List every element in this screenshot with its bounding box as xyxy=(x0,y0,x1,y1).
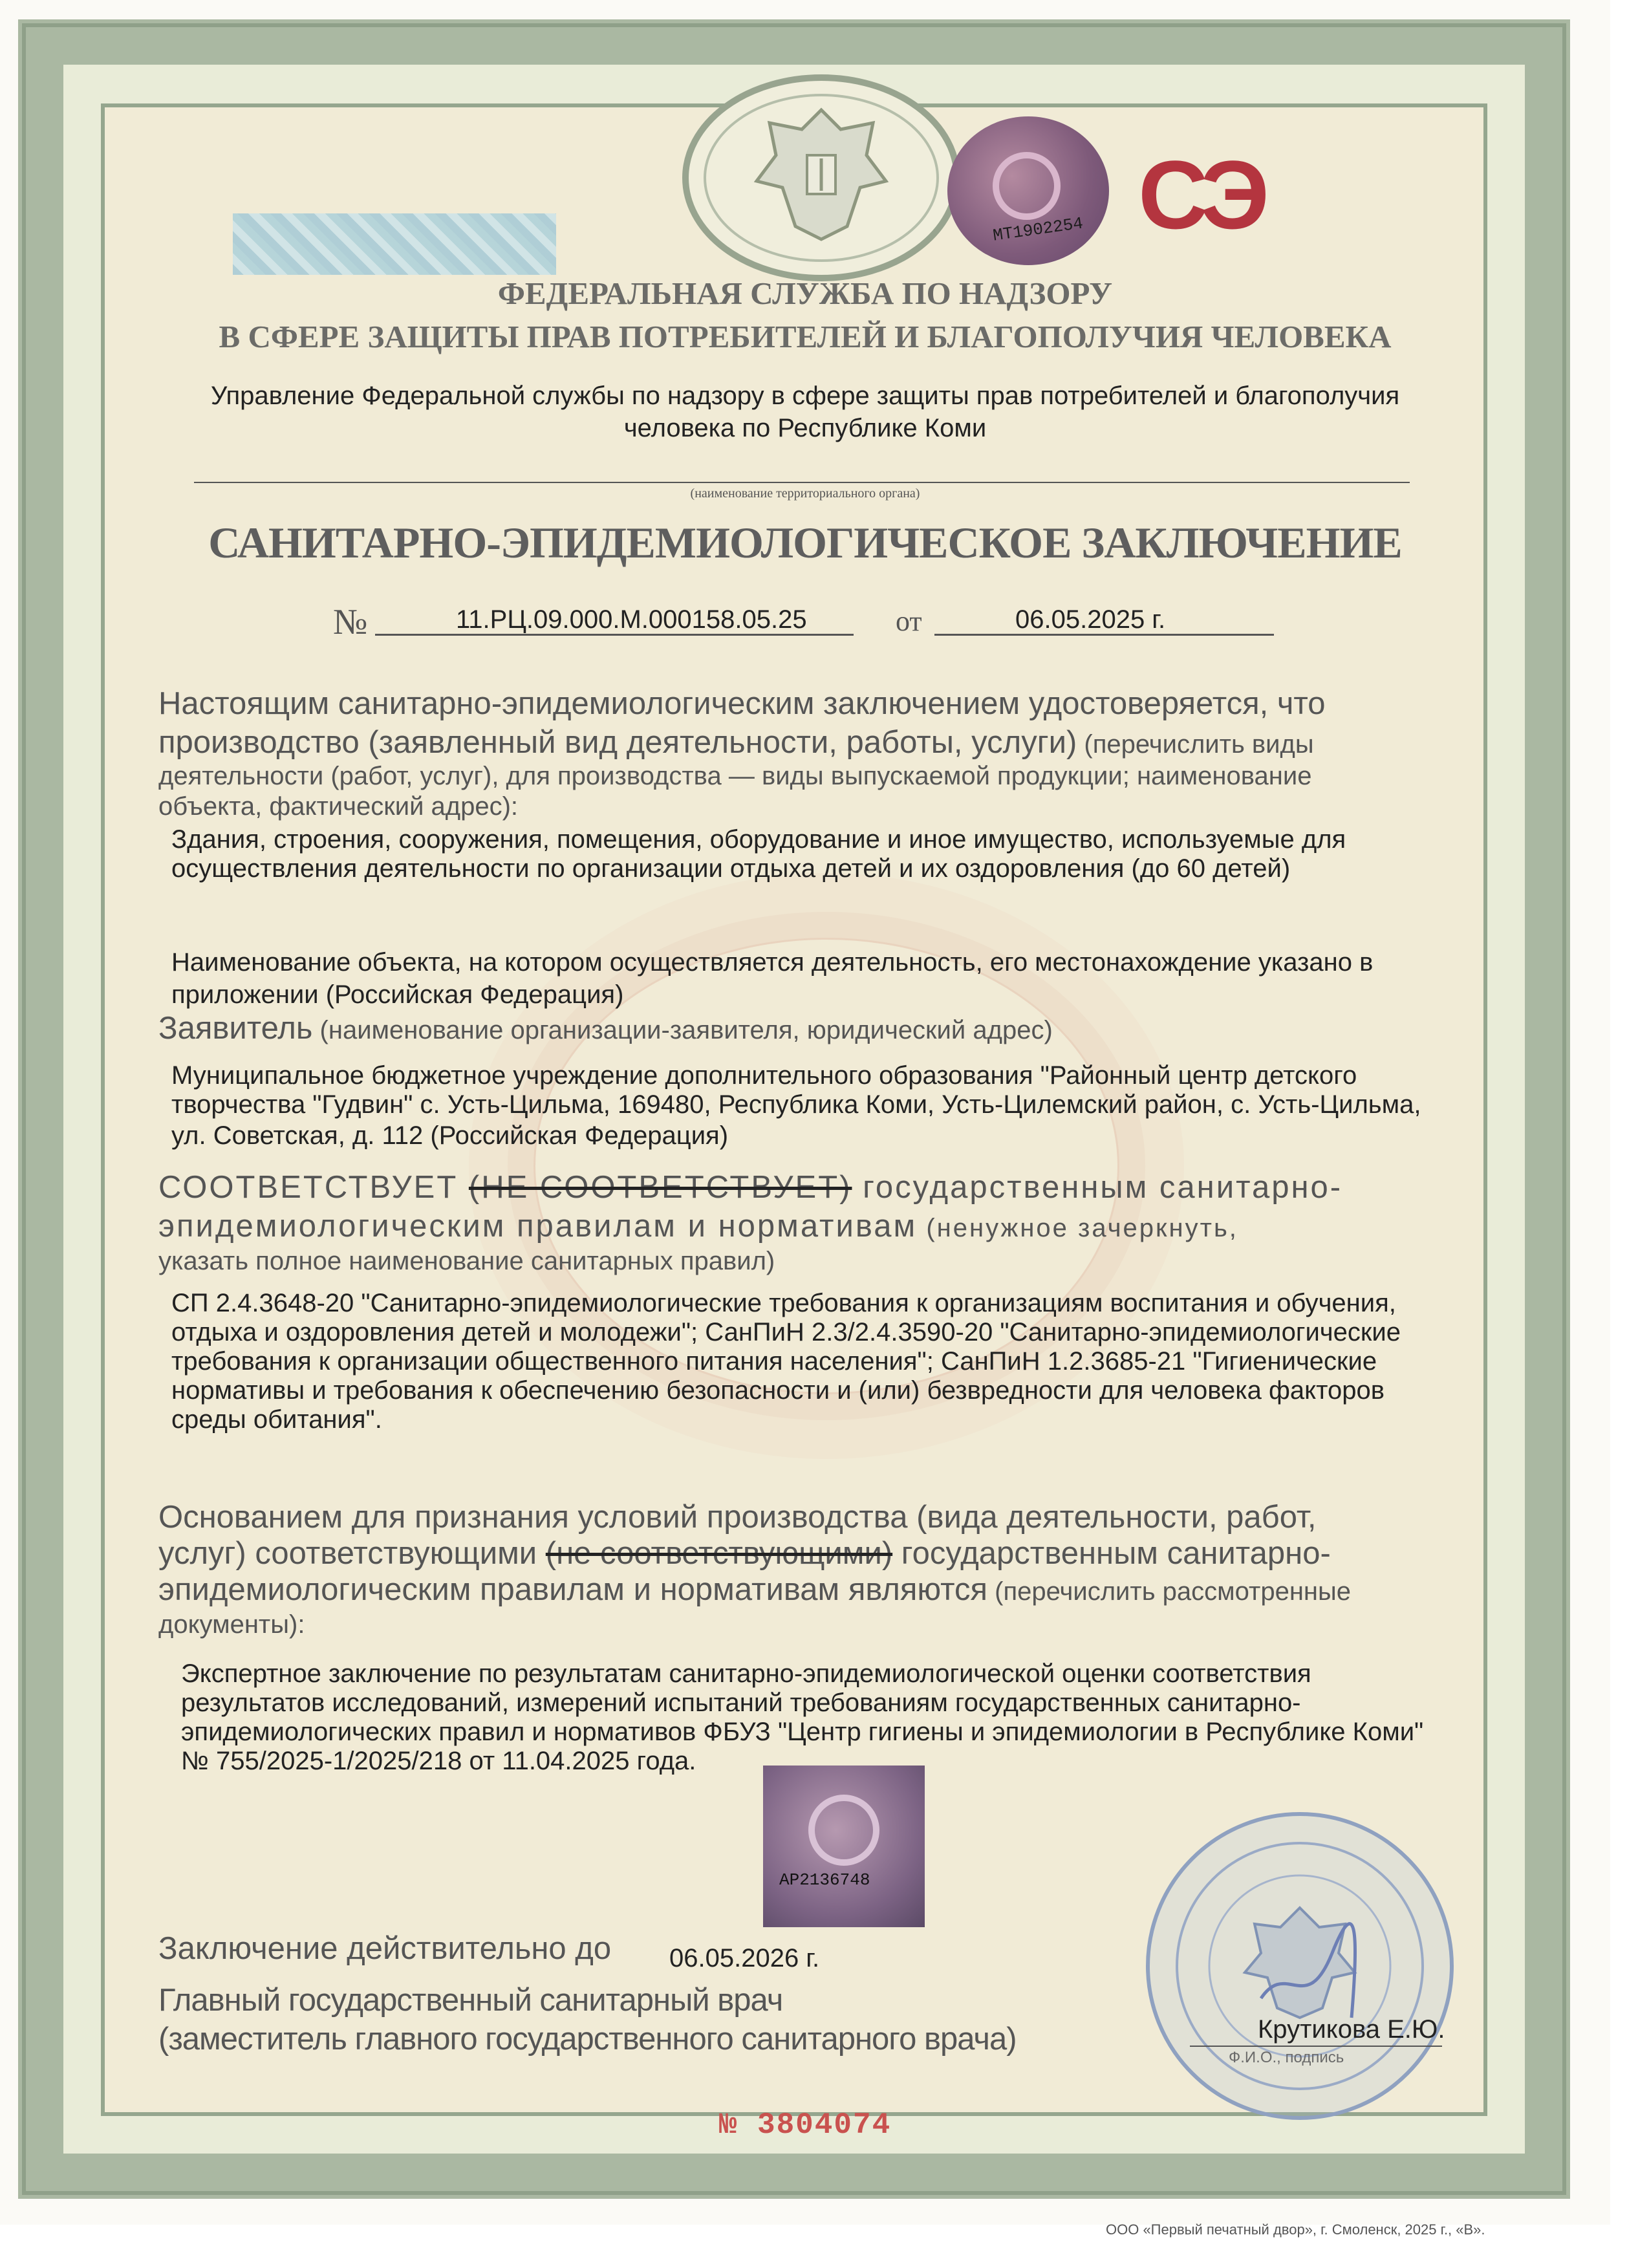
hologram-seal xyxy=(947,116,1109,265)
activity-line2: осуществления деятельности по организации отдыха детей и их оздоровления (до 60 детей) xyxy=(171,854,1291,883)
activity-line3: Наименование объекта, на котором осуществляется деятельность, его местонахождение указано в xyxy=(171,948,1374,977)
basis-line3-note: (перечислить рассмотренные xyxy=(987,1577,1352,1606)
expert-line2: результатов исследований, измерений испытаний требованиям государственных санитарно- xyxy=(181,1689,1301,1717)
organ-line2: человека по Республике Коми xyxy=(623,414,987,442)
signatory-line2: (заместитель главного государственного санитарного врача) xyxy=(158,2022,1017,2057)
compliance-line2 xyxy=(158,1208,1238,1247)
applicant-label: Заявитель xyxy=(158,1011,313,1046)
hologram-strip xyxy=(233,213,556,275)
compliance-line1 xyxy=(158,1169,1342,1206)
basis-line4: документы): xyxy=(158,1610,305,1639)
basis-line2 xyxy=(158,1535,1331,1572)
hologram-seal-icon xyxy=(993,152,1061,220)
compliance-line3: указать полное наименование санитарных правил) xyxy=(158,1247,775,1275)
date-from-label: от xyxy=(896,605,922,637)
certify-line2-note: (перечислить виды xyxy=(1077,730,1314,759)
applicant-heading xyxy=(158,1010,1053,1047)
compliance-line2-note: (ненужное зачеркнуть, xyxy=(917,1214,1238,1242)
expert-line3: эпидемиологических правил и нормативов ФБУЗ "Центр гигиены и эпидемиологии в Республике Коми" xyxy=(181,1718,1424,1746)
hologram-stamp-icon xyxy=(808,1795,879,1866)
document-title: САНИТАРНО-ЭПИДЕМИОЛОГИЧЕСКОЕ ЗАКЛЮЧЕНИЕ xyxy=(208,518,1402,567)
blank-number: № 3804074 xyxy=(718,2108,892,2142)
compliance-rest: государственным санитарно- xyxy=(852,1170,1343,1205)
hologram-stamp xyxy=(763,1766,925,1927)
basis-line2-a: услуг) соответствующими xyxy=(158,1536,546,1571)
printer-imprint: ООО «Первый печатный двор», г. Смоленск, 2025 г., «В». xyxy=(1106,2221,1485,2238)
basis-line1: Основанием для признания условий производства (вида деятельности, работ, xyxy=(158,1500,1317,1535)
basis-struck: (не соответствующими) xyxy=(545,1536,893,1571)
applicant-line1: Муниципальное бюджетное учреждение дополнительного образования "Районный центр детского xyxy=(171,1061,1357,1090)
hologram-stamp-serial: АР2136748 xyxy=(779,1870,870,1890)
rules-line1: СП 2.4.3648-20 "Санитарно-эпидемиологические требования к организациям воспитания и обучения, xyxy=(171,1289,1396,1317)
agency-title-line2: В СФЕРЕ ЗАЩИТЫ ПРАВ ПОТРЕБИТЕЛЕЙ И БЛАГОПОЛУЧИЯ ЧЕЛОВЕКА xyxy=(219,319,1392,354)
rules-line3: требования к организации общественного питания населения"; СанПиН 1.2.3685-21 "Гигиенические xyxy=(171,1347,1377,1376)
validity-date: 06.05.2026 г. xyxy=(669,1944,820,1972)
signatory-caption: Ф.И.О., подпись xyxy=(1229,2049,1344,2066)
activity-line1: Здания, строения, сооружения, помещения, оборудование и иное имущество, используемые для xyxy=(171,825,1346,854)
applicant-note: (наименование организации-заявителя, юридический адрес) xyxy=(312,1016,1053,1044)
basis-line3 xyxy=(158,1571,1351,1610)
compliance-line2-main: эпидемиологическим правилам и нормативам xyxy=(158,1209,918,1244)
rules-line5: среды обитания". xyxy=(171,1405,382,1434)
organ-caption: (наименование территориального органа) xyxy=(690,486,920,501)
basis-line3-main: эпидемиологическим правилам и нормативам являются xyxy=(158,1572,988,1607)
certify-line4: объекта, фактический адрес): xyxy=(158,792,519,821)
certify-line3: деятельности (работ, услуг), для производства — виды выпускаемой продукции; наименование xyxy=(158,762,1312,790)
number-label: № xyxy=(333,602,368,642)
se-mark: СЭ xyxy=(1138,140,1264,249)
agency-title-line1: ФЕДЕРАЛЬНАЯ СЛУЖБА ПО НАДЗОРУ xyxy=(497,275,1113,311)
activity-line4: приложении (Российская Федерация) xyxy=(171,980,624,1009)
applicant-line2: творчества "Гудвин" с. Усть-Цильма, 169480, Республика Коми, Усть-Цилемский район, с. Усть-Цильма, xyxy=(171,1090,1421,1119)
official-seal-icon xyxy=(1138,1804,1461,2128)
basis-line2-b: государственным санитарно- xyxy=(892,1536,1331,1571)
signatory-line1: Главный государственный санитарный врач xyxy=(158,1983,783,2018)
certificate-number: 11.РЦ.09.000.М.000158.05.25 xyxy=(456,605,807,634)
compliance-struck: (НЕ СООТВЕТСТВУЕТ) xyxy=(468,1170,852,1205)
certify-line2 xyxy=(158,724,1314,763)
emblem-icon xyxy=(679,71,964,285)
expert-line1: Экспертное заключение по результатам санитарно-эпидемиологической оценки соответствия xyxy=(181,1659,1311,1688)
certify-line1: Настоящим санитарно-эпидемиологическим заключением удостоверяется, что xyxy=(158,686,1326,721)
expert-line4: № 755/2025-1/2025/218 от 11.04.2025 года. xyxy=(181,1747,696,1775)
rules-line4: нормативы и требования к обеспечению безопасности и (или) безвредности для человека факторов xyxy=(171,1376,1385,1405)
hologram-serial: MT1902254 xyxy=(991,213,1084,246)
organ-underline xyxy=(194,482,1410,483)
compliance-word: СООТВЕТСТВУЕТ xyxy=(158,1170,458,1205)
validity-label: Заключение действительно до xyxy=(158,1931,612,1966)
certificate-date: 06.05.2025 г. xyxy=(1015,605,1166,634)
applicant-line3: ул. Советская, д. 112 (Российская Федерация) xyxy=(171,1121,729,1150)
signatory-name: Крутикова Е.Ю. xyxy=(1258,2015,1445,2044)
organ-line1: Управление Федеральной службы по надзору в сфере защиты прав потребителей и благополучия xyxy=(210,382,1400,410)
certify-line2-main: производство (заявленный вид деятельности, работы, услуги) xyxy=(158,725,1077,760)
rules-line2: отдыха и оздоровления детей и молодежи"; СанПиН 2.3/2.4.3590-20 "Санитарно-эпидемиологические xyxy=(171,1318,1401,1346)
signature-line xyxy=(1190,2046,1442,2047)
